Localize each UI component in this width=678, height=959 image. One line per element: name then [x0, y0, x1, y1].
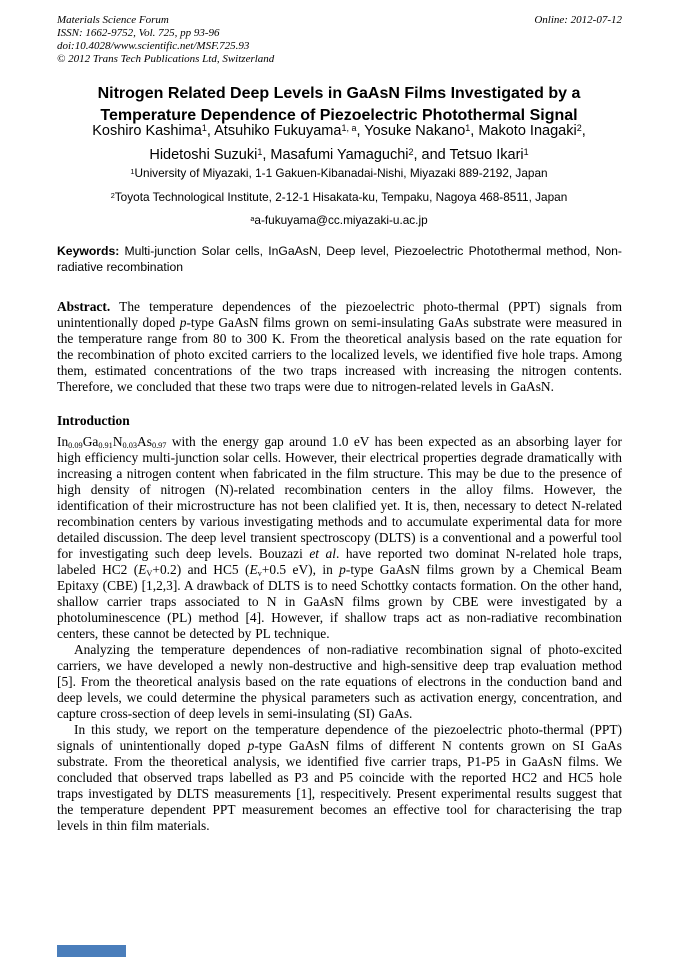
- doi-line: doi:10.4028/www.scientific.net/MSF.725.93: [57, 40, 250, 52]
- introduction-paragraph-3: In this study, we report on the temperature dependence of the piezoelectric photo-thermal (PPT) signals of unintentionally doped p-type GaAsN films of different N contents grown on SI GaAs substrate. From the theoretical analysis, we identified five carrier traps, P1-P5 in GaAsN films. We concluded that observed traps labelled as P3 and P5 coincide with the reported HC2 and HC5 hole traps investigated by DLTS measurements [1], respecitively. Present experimental results suggest that the temperature dependent PPT measurement becomes an effective tool for characterising the trap levels in thin film materials.: [57, 722, 622, 833]
- authors-line2: Hidetoshi Suzuki$^1$, Masafumi Yamaguchi$^2$, and Tetsuo Ikari$^1$: [149, 146, 529, 163]
- issn-line: ISSN: 1662-9752, Vol. 725, pp 93-96: [57, 27, 220, 39]
- journal-header: [57, 14, 622, 66]
- online-date: Online: 2012-07-12: [534, 14, 622, 26]
- introduction-paragraph-2: Analyzing the temperature dependences of non-radiative recombination signal of photo-excited carriers, we have developed a newly non-destructive and high-sensitive deep trap evaluation method [5]. From the theoretical analysis based on the rate equations of electrons in the conduction band and deep levels, we could determine the physical parameters such as activation energy, concentration, and capture cross-section of deep levels in semi-insulating (SI) GaAs.: [57, 642, 622, 721]
- paper-title-line1: Nitrogen Related Deep Levels in GaAsN Films Investigated by a: [97, 85, 581, 102]
- keywords-block: Keywords: Multi-junction Solar cells, InGaAsN, Deep level, Piezoelectric Photothermal method, Non-radiative recombination: [57, 244, 622, 274]
- affiliation-2: $^2$Toyota Technological Institute, 2-12-1 Hisakata-ku, Tempaku, Nagoya 468-8511, Japan: [110, 190, 568, 204]
- abstract-paragraph: Abstract. The temperature dependences of the piezoelectric photo-thermal (PPT) signals from unintentionally doped p-type GaAsN films grown on semi-insulating GaAs substrate were measured in the temperature range from 80 to 300 K. From the theoretical analysis based on the rate equation for the recombination of photo excited carriers to the localized levels, we identified five hole traps. Among them, estimated concentrations of the two traps increased with increasing the nitrogen contents. Therefore, we concluded that these two traps were due to nitrogen-related levels in GaAsN.: [57, 299, 622, 394]
- authors: [30, 119, 648, 167]
- authors-line1: Koshiro Kashima$^1$, Atsuhiko Fukuyama$^{1, a}$, Yosuke Nakano$^1$, Makoto Inagaki$^2$,: [92, 122, 586, 139]
- affiliation-1: $^1$University of Miyazaki, 1-1 Gakuen-Kibanadai-Nishi, Miyazaki 889-2192, Japan: [130, 166, 548, 180]
- journal-header-left: [57, 14, 274, 66]
- introduction-heading: Introduction: [57, 413, 130, 428]
- corresponding-email: $^a$a-fukuyama@cc.miyazaki-u.ac.jp: [250, 213, 428, 227]
- introduction-section: [57, 412, 622, 834]
- bottom-highlight-bar: [57, 945, 126, 957]
- copyright-line: © 2012 Trans Tech Publications Ltd, Switzerland: [57, 53, 275, 65]
- paper-title-line2: Temperature Dependence of Piezoelectric Photothermal Signal: [100, 107, 578, 124]
- introduction-paragraph-1: In0.09Ga0.91N0.03As0.97 with the energy gap around 1.0 eV has been expected as an absorbing layer for high efficiency multi-junction solar cells. However, their electrical properties degrade dramatically with increasing a nitrogen content when fabricated in the film structure. This may be due to the presence of high density of nitrogen (N)-related recombination centers in the alloy films. However, the identification of their microstructure has not been clalified yet. It is, then, necessary to detect N-related recombination centers by various investigating methods and to accumulate experimental data for more detailed discussion. The deep level transient spectroscopy (DLTS) is a conventional and a powerful tool for investigating such deep levels. Bouzazi et al. have reported two dominat N-related hole traps, labeled HC2 (EV+0.2) and HC5 (Ev+0.5 eV), in p-type GaAsN films grown by a Chemical Beam Epitaxy (CBE) [1,2,3]. A drawback of DLTS is to need Schottky contacts formation. On the other hand, shallow carrier traps associated to N in GaAsN films grown by CBE were investigated by a photoluminescence (PL) method [4]. However, if shallow traps act as non-radiative recombination centers, these cannot be detected by PL technique.: [57, 434, 622, 641]
- journal-name: Materials Science Forum: [57, 14, 169, 26]
